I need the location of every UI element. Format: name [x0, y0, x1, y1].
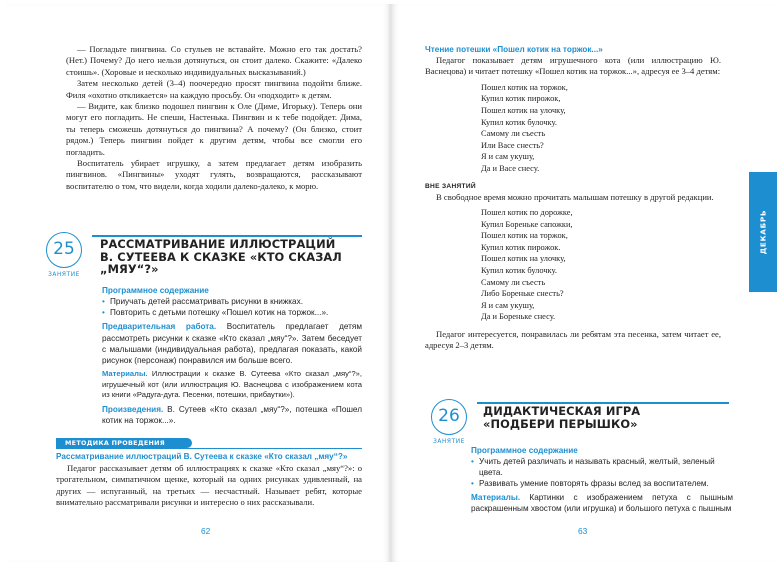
- poem-line: Купил Бореньке сапожки,: [481, 219, 573, 229]
- poem: [481, 207, 721, 323]
- materials-text: Иллюстрации к сказке В. Сутеева «Кто сказал „мяу“?», игрушечный кот (или иллюстрация Ю. Васнецова с изображением кота из книги «Радуга-дуга. Песенки, потешки, прибаутки»).: [102, 369, 362, 400]
- method-paragraph: Педагог рассказывает детям об иллюстрациях к сказке «Кто сказал „мяу“?»: о трогательном, симпатичном щенке, который на одних рисунках удивленный, на других — испуганный, на третьих — несчастный. Называет ребят, которые внимательно рассматривали рисунки и интересно о них рассказывали.: [56, 463, 362, 508]
- lesson-title: [483, 405, 640, 430]
- reading-heading: Чтение потешки «Пошел котик на торжок...»: [425, 45, 603, 54]
- method-rule: [56, 448, 362, 449]
- intro-paragraph: — Погладьте пингвина. Со стульев не вставайте. Можно его так достать? (Нет.) Почему? До него нельзя дотянуться, он стоит далеко. Скажите: «Далеко стоишь». (Хоровые и несколько индивидуальных высказываний.): [66, 44, 362, 77]
- poem-line: Купил котик пирожок,: [481, 94, 561, 104]
- lesson-number-badge: 26: [431, 399, 467, 435]
- materials-text: Картинки с изображением петуха с пышным раскрашенным хвостом (или игрушка) и большого петуха с пышным: [471, 492, 733, 513]
- materials-label: Материалы.: [102, 369, 148, 379]
- lesson-word: ЗАНЯТИЕ: [48, 272, 80, 278]
- program-bullet: • Учить детей различать и называть красный, желтый, зеленый цвета.: [471, 456, 733, 478]
- poem-line: Пошел котик на улочку,: [481, 106, 566, 115]
- poem-line: Да и Бореньке снесу.: [481, 312, 556, 322]
- left-page: [6, 4, 391, 562]
- works: [102, 404, 362, 426]
- prelim-label: Предварительная работа.: [102, 322, 217, 332]
- right-page: [391, 4, 776, 562]
- method-subheading: Рассматривание иллюстраций В. Сутеева к сказке «Кто сказал „мяу“?»: [56, 452, 348, 461]
- outside-paragraph: В свободное время можно прочитать малышам потешку в другой редакции.: [436, 191, 714, 202]
- poem-line: Купил котик пирожок.: [481, 242, 561, 252]
- page-number: 62: [201, 526, 211, 536]
- outside-heading: ВНЕ ЗАНЯТИЙ: [425, 182, 476, 190]
- intro-paragraph: Воспитатель убирает игрушку, а затем предлагает детям изобразить пингвинов. «Пингвины» уходят гулять, возвращаются, рассказывают воспитателю о том, что видели, когда ходили далеко-далеко, к морю.: [66, 158, 362, 191]
- materials: [102, 369, 362, 401]
- program-heading: Программное содержание: [471, 446, 578, 455]
- poem-line: Пошел котик на торжок,: [481, 82, 568, 92]
- poem-line: Да и Васе снесу.: [481, 163, 540, 173]
- page-number: 63: [578, 526, 588, 536]
- lesson-number-badge: 25: [46, 232, 82, 268]
- materials-label: Материалы.: [471, 492, 521, 502]
- poem-line: Пошел котик по дорожке,: [481, 207, 573, 217]
- poem-line: Пошел котик на улочку,: [481, 254, 566, 264]
- program-bullet: • Повторить с детьми потешку «Пошел котик на торжок...».: [102, 307, 362, 318]
- works-label: Произведения.: [102, 405, 164, 414]
- book-spread: [6, 4, 776, 562]
- closing-paragraph: Педагог интересуется, понравилась ли ребятам эта песенка, затем читает ее, адресуя 2–3 детям.: [425, 328, 721, 351]
- prelim-work: [102, 321, 362, 366]
- poem-line: Либо Бореньке снесть?: [481, 289, 564, 299]
- poem-line: Самому ли съесть: [481, 129, 546, 139]
- month-tab: [749, 172, 777, 292]
- poem-line: Или Васе снесть?: [481, 140, 544, 150]
- prelim-text: Воспитатель предлагает детям рассмотреть рисунки к сказке «Кто сказал „мяу“?». Затем беседует с малышами (индивидуальная работа), предлагая показать, какой рисунок (персонаж) понравился им больше всего.: [102, 322, 362, 366]
- reading-section: [425, 44, 721, 352]
- program-bullet: • Развивать умение повторять фразы вслед за воспитателем.: [471, 478, 733, 489]
- program-heading: Программное содержание: [102, 286, 209, 295]
- method-section: [56, 451, 362, 509]
- lesson-26-header: [431, 399, 731, 449]
- works-text: В. Сутеев «Кто сказал „мяу“?», потешка «Пошел котик на торжок...».: [102, 405, 362, 426]
- poem-line: Самому ли съесть: [481, 277, 546, 287]
- poem-line: Купил котик булочку.: [481, 265, 557, 275]
- intro-paragraph: — Видите, как близко подошел пингвин к Оле (Диме, Игорьку). Теперь они могут его погладить. Не спеши, Настенька. Пингвин и к тебе подойдет. Дима, ты теперь сможешь дотянуться до пингвина? А почему? (Он близко, стоит рядом.) Теперь пингвин пойдет к другим детям, чтобы все смогли его погладить.: [66, 101, 362, 157]
- lesson-title-line: ДИДАКТИЧЕСКАЯ ИГРА: [483, 404, 641, 418]
- lesson-title: [100, 238, 362, 276]
- poem-line: Я и сам укушу,: [481, 152, 535, 162]
- lesson-title-line: В. СУТЕЕВА К СКАЗКЕ «КТО СКАЗАЛ „МЯУ“?»: [100, 249, 342, 277]
- program-content: [102, 285, 362, 426]
- poem-line: Я и сам укушу,: [481, 300, 535, 310]
- materials: [471, 492, 733, 514]
- intro-paragraph: Затем несколько детей (3–4) поочередно просят пингвина подойти ближе. Филя «охотно откликается» на каждую просьбу. Он «подходит» к детям.: [66, 78, 362, 100]
- poem-line: Купил котик булочку.: [481, 117, 557, 127]
- lesson-title-line: «ПОДБЕРИ ПЕРЫШКО»: [483, 416, 638, 431]
- lesson-word: ЗАНЯТИЕ: [433, 439, 465, 445]
- program-content: [471, 445, 733, 514]
- program-bullet: • Приучать детей рассматривать рисунки в книжках.: [102, 296, 362, 307]
- intro-text: [66, 44, 362, 192]
- reading-paragraph: Педагог показывает детям игрушечного кота (или иллюстрацию Ю. Васнецова) и читает потешку «Пошел котик на торжок...», адресуя ее 3–4 детям:: [425, 55, 721, 77]
- poem: [481, 82, 721, 175]
- method-bar: МЕТОДИКА ПРОВЕДЕНИЯ: [56, 438, 192, 448]
- month-tab-label: ДЕКАБРЬ: [758, 209, 768, 255]
- lesson-title-line: РАССМАТРИВАНИЕ ИЛЛЮСТРАЦИЙ: [100, 237, 336, 251]
- lesson-25-header: [46, 232, 362, 282]
- poem-line: Пошел котик на торжок,: [481, 231, 568, 241]
